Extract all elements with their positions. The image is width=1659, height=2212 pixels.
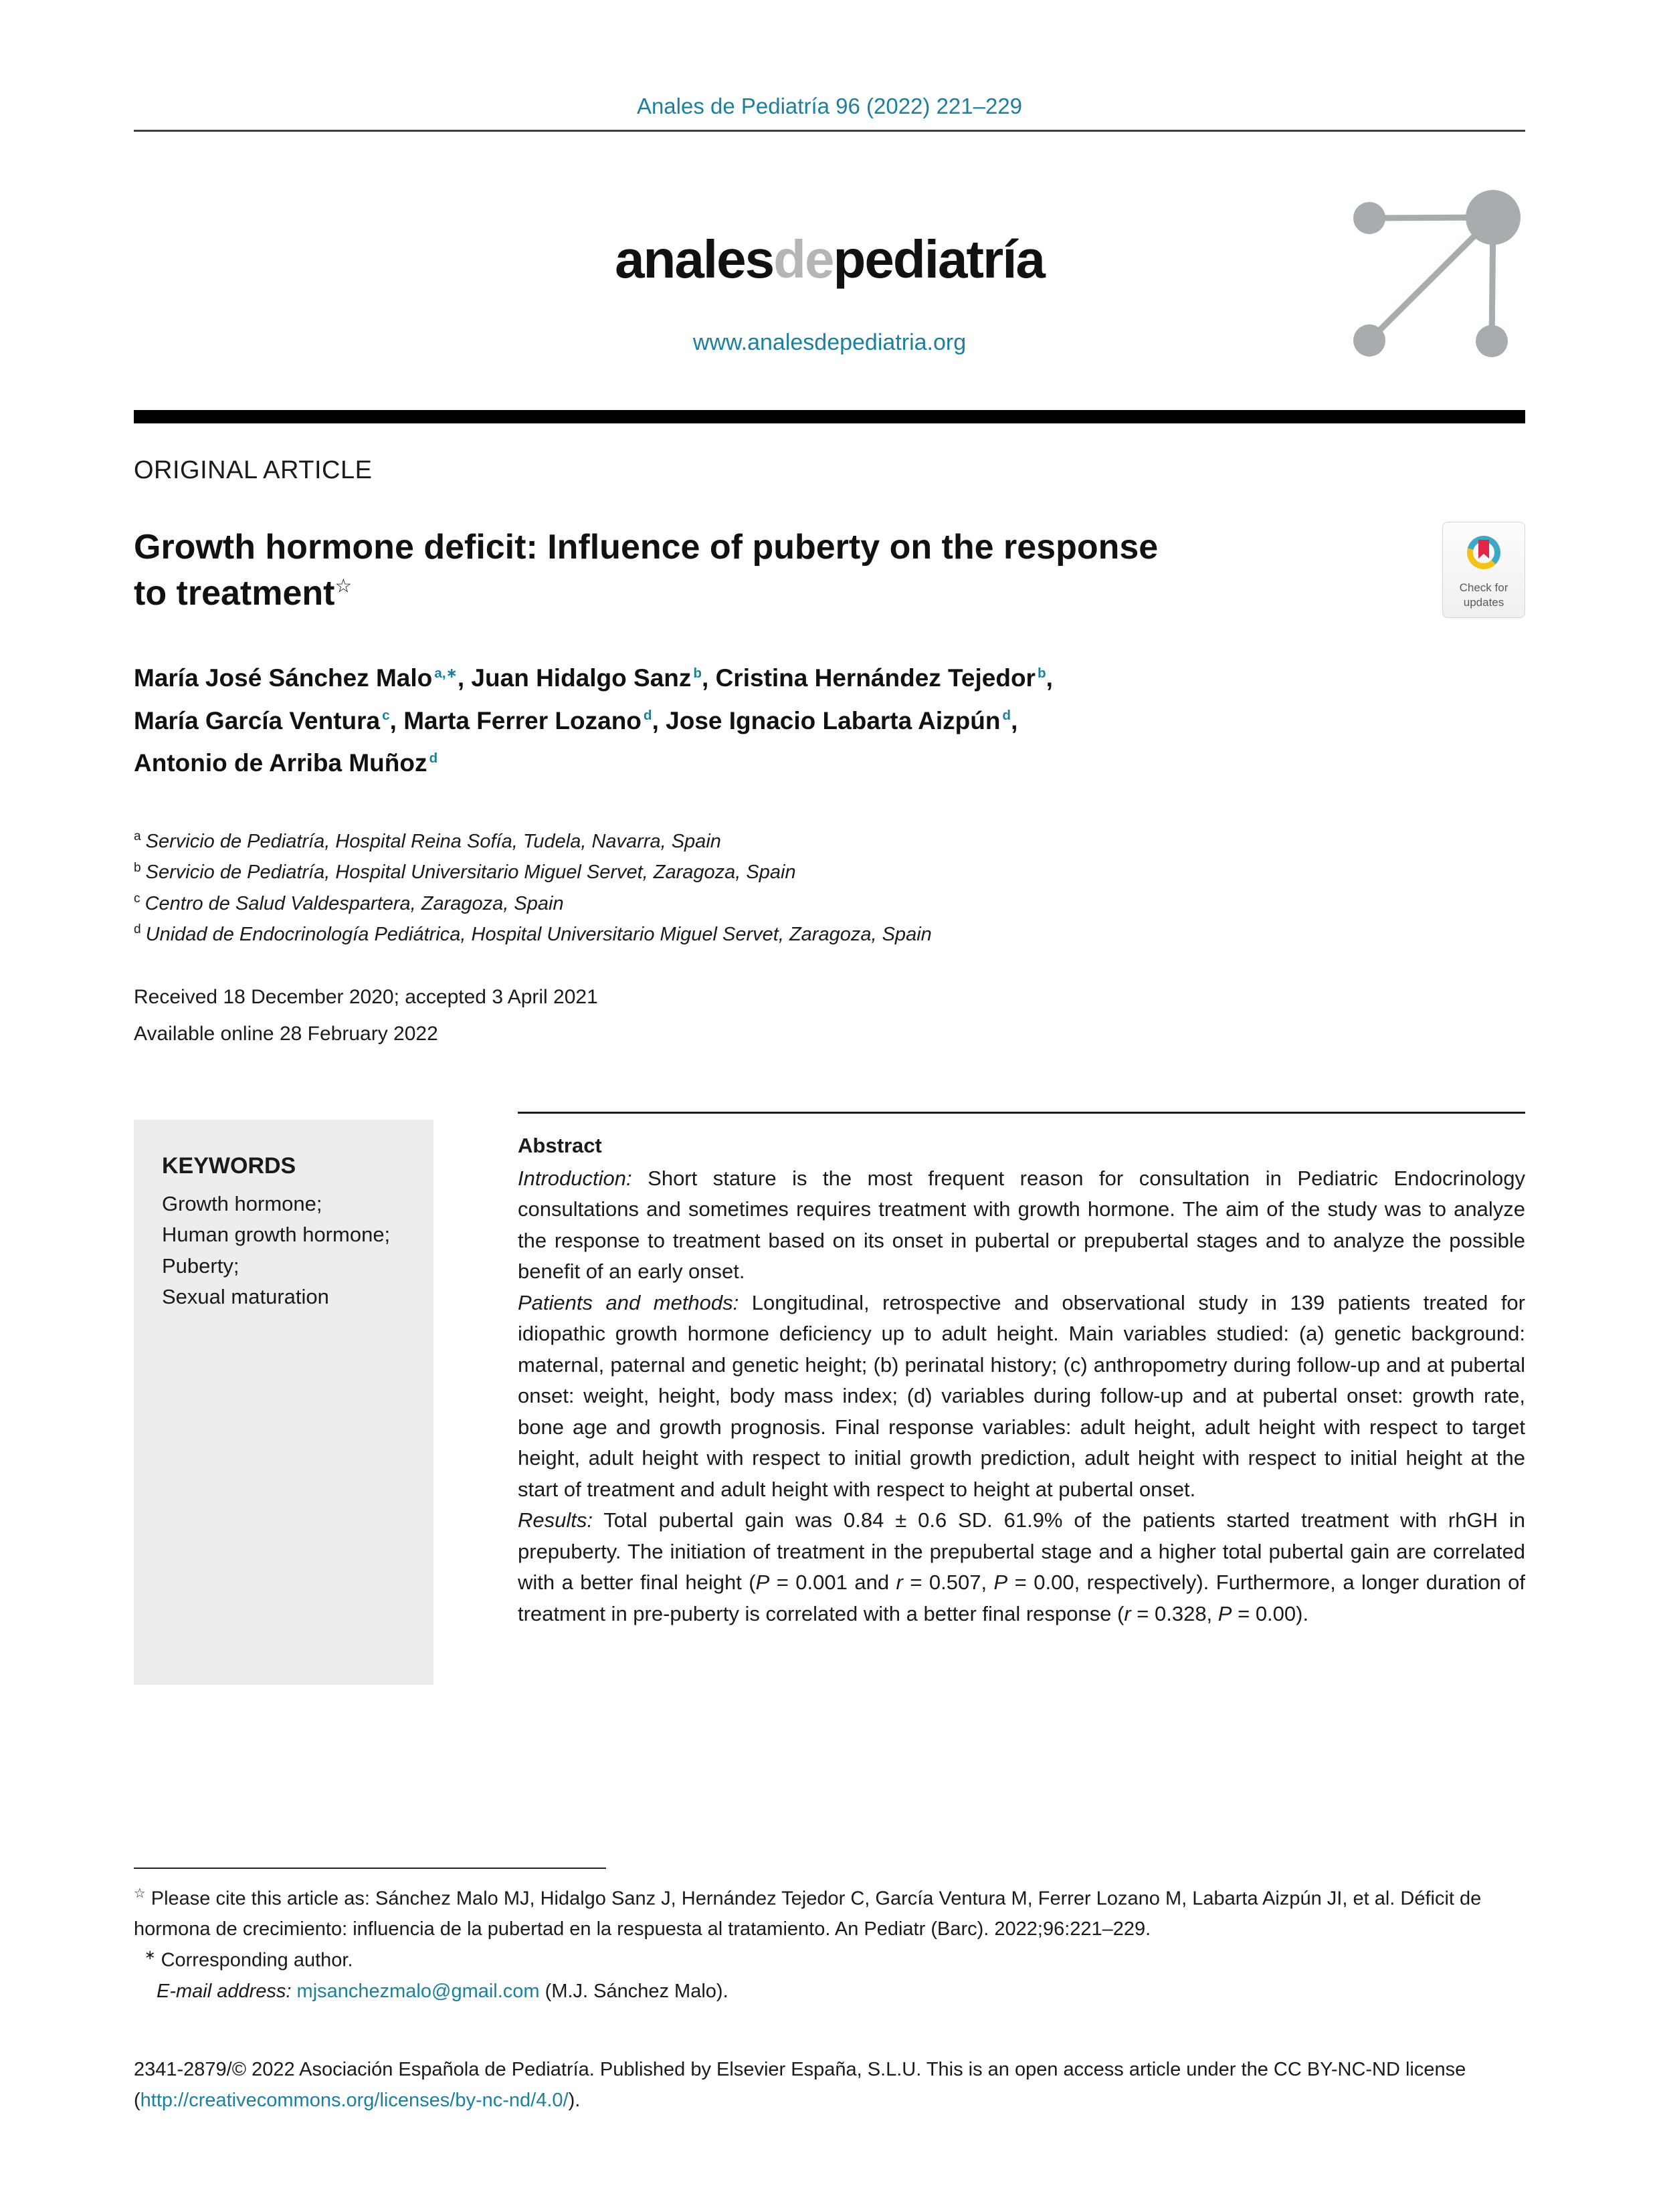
article-type-label: ORIGINAL ARTICLE [134, 456, 373, 484]
available-online-date: Available online 28 February 2022 [134, 1022, 438, 1045]
affiliation-item: $^a$ Servicio de Pediatría, Hospital Reina Sofía, Tudela, Navarra, Spain [134, 829, 721, 852]
license-url-link[interactable]: http://creativecommons.org/licenses/by-nc-nd/4.0/ [140, 2089, 569, 2111]
author-line: María García Ventura $^c$, Marta Ferrer Lozano $^d$, Jose Ignacio Labarta Aizpún $^d$, [134, 706, 1018, 734]
title-row [134, 524, 1525, 618]
network-graph-logo [1345, 186, 1532, 367]
affiliation-sup: c [134, 891, 140, 906]
crossmark-label: Check for updates [1459, 581, 1508, 609]
affiliation-sup: a [134, 829, 141, 844]
author-line: María José Sánchez Malo $^{a,∗}$, Juan Hidalgo Sanz $^b$, Cristina Hernández Tejedor $^b$, [134, 664, 1053, 692]
logo-part-pediatria: pediatría [833, 229, 1044, 289]
received-dates: Received 18 December 2020; accepted 3 April 2021 [134, 986, 598, 1009]
abstract-paragraph: Results: Total pubertal gain was 0.84 ± 0.6 SD. 61.9% of the patients started treatment with rhGH in prepuberty. The initiation of treatment in the prepubertal stage and a higher total pubertal gain are correlated with a better final height (P = 0.001 and r = 0.507, P = 0.00, respectively). Furthermore, a longer duration of treatment in pre-puberty is correlated with a better final response (r = 0.328, P = 0.00). [518, 1508, 1526, 1625]
author-affiliation-sup: c [382, 708, 390, 724]
abstract-column [518, 1112, 1525, 1685]
keywords-list [162, 1189, 405, 1313]
article-history [134, 979, 1525, 1052]
abstract-paragraph: Introduction: Short stature is the most frequent reason for consultation in Pediatric Endocrinology consultations and sometimes requires treatment with growth hormone. The aim of the study was to analyze the response to treatment based on its onset in pubertal or prepubertal stages and to analyze the possible benefit of an early onset. [518, 1166, 1525, 1284]
logo-part-anales: anales [615, 229, 774, 289]
affiliation-sup: d [134, 922, 141, 937]
author-list [134, 657, 1525, 785]
author-affiliation-sup: b [1037, 665, 1046, 681]
author-affiliation-sup: d [1002, 708, 1011, 724]
footnotes [134, 1868, 1525, 2007]
author-affiliation-sup: b [693, 665, 702, 681]
author-affiliation-sup: d [429, 750, 438, 766]
author-affiliation-sup: d [643, 708, 652, 724]
abstract-paragraph-label: Patients and methods: [518, 1290, 739, 1314]
abstract-section [134, 1112, 1525, 1685]
masthead [134, 229, 1525, 357]
header-divider [134, 130, 1525, 132]
crossmark-icon [1463, 532, 1504, 573]
star-footnote-marker: ☆ [134, 1886, 146, 1901]
affiliation-item: $^d$ Unidad de Endocrinología Pediátrica, Hospital Universitario Miguel Servet, Zaragoza, Spain [134, 922, 932, 945]
asterisk-footnote-marker: ∗ [144, 1948, 156, 1963]
title-footnote-marker: ☆ [334, 575, 353, 597]
keywords-box [134, 1120, 433, 1685]
keywords-heading: KEYWORDS [162, 1152, 296, 1179]
journal-website-link[interactable]: www.analesdepediatria.org [692, 330, 967, 355]
abstract-paragraphs [518, 1163, 1525, 1630]
abstract-paragraph-label: Results: [518, 1508, 593, 1532]
abstract-paragraph: Patients and methods: Longitudinal, retrospective and observational study in 139 patients treated for idiopathic growth hormone deficiency up to adult height. Main variables studied: (a) genetic background: maternal, paternal and genetic height; (b) perinatal history; (c) anthropometry during follow-up and at pubertal onset: weight, height, body mass index; (d) variables during follow-up and at pubertal onset: growth rate, bone age and growth prognosis. Final response variables: adult height, adult height with respect to target height, adult height with respect to initial growth prediction, adult height with respect to initial height at the start of treatment and adult height with respect to height at pubertal onset. [518, 1290, 1525, 1501]
citation-footnote: ☆ Please cite this article as: Sánchez Malo MJ, Hidalgo Sanz J, Hernández Tejedor C, García Ventura M, Ferrer Lozano M, Labarta Aizpún JI, et al. Déficit de hormona de crecimiento: influencia de la pubertad en la respuesta al tratamiento. An Pediatr (Barc). 2022;96:221–229. [134, 1886, 1482, 1940]
journal-logo [134, 229, 1525, 290]
corresponding-author-email-link[interactable]: mjsanchezmalo@gmail.com [296, 1980, 540, 2002]
email-label: E-mail address: [157, 1980, 292, 2002]
affiliation-sup: b [134, 860, 141, 875]
check-for-updates-button[interactable] [1442, 522, 1525, 618]
abstract-heading: Abstract [518, 1133, 602, 1157]
keyword-item: Growth hormone; [162, 1191, 322, 1215]
section-divider-bar [134, 410, 1525, 423]
abstract-paragraph-label: Introduction: [518, 1166, 632, 1190]
keyword-item: Puberty; [162, 1253, 239, 1278]
affiliation-item: $^c$ Centro de Salud Valdespartera, Zaragoza, Spain [134, 891, 564, 914]
author-line: Antonio de Arriba Muñoz $^d$ [134, 749, 438, 777]
author-affiliation-sup: a,∗ [434, 665, 458, 681]
affiliation-list [134, 826, 1525, 950]
corresponding-author-footnote: ∗ Corresponding author. [144, 1948, 353, 1971]
footnote-divider [134, 1868, 606, 1869]
keyword-item: Sexual maturation [162, 1285, 329, 1309]
article-title: Growth hormone deficit: Influence of puberty on the response to treatment☆ [134, 528, 1159, 613]
affiliation-item: $^b$ Servicio de Pediatría, Hospital Universitario Miguel Servet, Zaragoza, Spain [134, 860, 796, 884]
logo-part-de: de [773, 229, 834, 289]
keyword-item: Human growth hormone; [162, 1223, 391, 1247]
journal-reference: Anales de Pediatría 96 (2022) 221–229 [636, 94, 1023, 118]
email-footnote: E-mail address: mjsanchezmalo@gmail.com (M.J. Sánchez Malo). [157, 1980, 728, 2002]
copyright-imprint: 2341-2879/© 2022 Asociación Española de Pediatría. Published by Elsevier España, S.L.U. This is an open access article under the CC BY-NC-ND license (http://creativecommons.org/licenses/by-nc-nd/4.0/). [134, 2059, 1466, 2111]
